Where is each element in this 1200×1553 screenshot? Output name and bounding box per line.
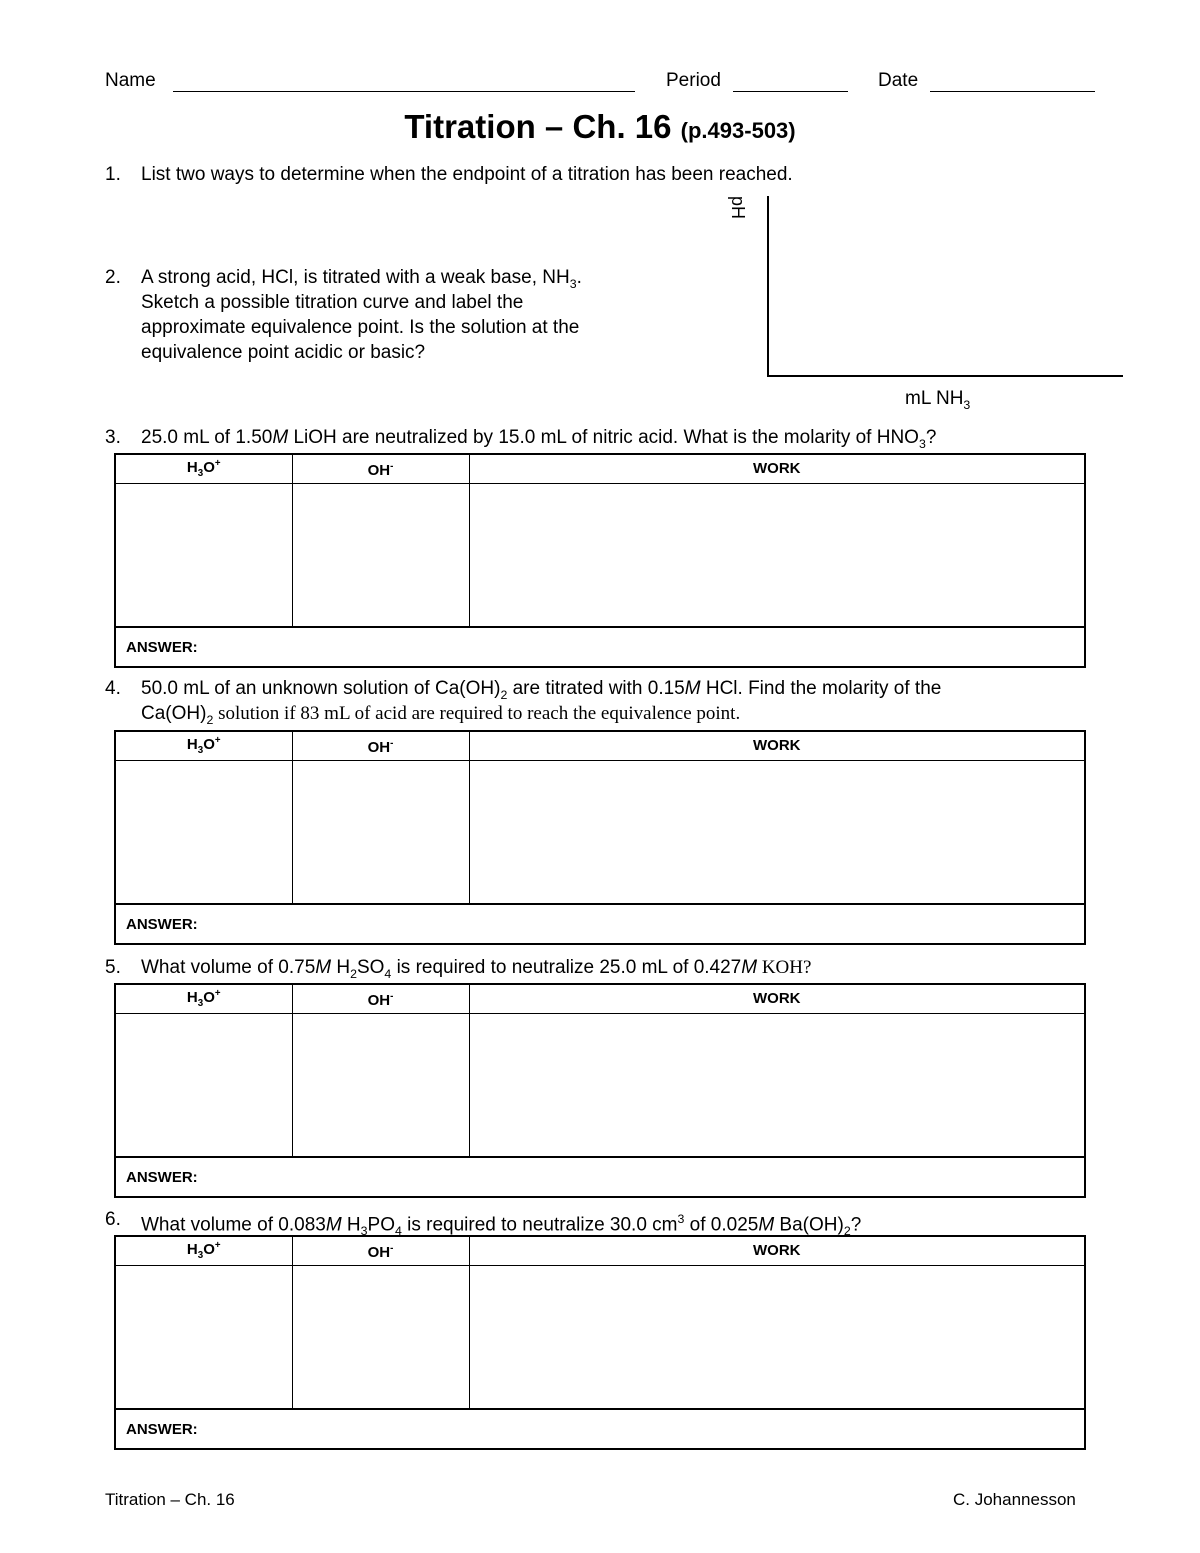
question-1 (105, 162, 1095, 188)
name-field[interactable] (173, 91, 635, 92)
page-title (0, 108, 1200, 146)
question-number: 4. (105, 678, 121, 699)
answer-cell[interactable]: ANSWER: (115, 904, 1085, 944)
h3o-cell[interactable] (115, 484, 292, 628)
column-h3o: $H_3O^+$ (115, 1236, 292, 1266)
question-text: A strong acid, HCl, is titrated with a weak base, $NH_3$. (141, 267, 582, 291)
column-h3o: $H_3O^+$ (115, 731, 292, 761)
column-oh: OH- (292, 454, 469, 484)
period-field[interactable] (733, 91, 848, 92)
x-axis (767, 375, 1123, 377)
work-cell[interactable] (469, 1014, 1085, 1158)
date-label: Date (878, 70, 919, 91)
work-cell[interactable] (469, 484, 1085, 628)
question-number: 1. (105, 164, 121, 185)
oh-cell[interactable] (292, 761, 469, 905)
y-axis (767, 196, 769, 377)
header-fields (105, 70, 1100, 96)
question-text: 50.0 mL of an unknown solution of $Ca(OH)_2$ are titrated with 0.15M HCl. Find the molarity of the (141, 678, 942, 702)
title-main: Titration – Ch. 16 (404, 108, 672, 145)
question-text: 25.0 mL of 1.50M LiOH are neutralized by 15.0 mL of nitric acid. What is the molarity of $HNO_3$? (141, 427, 937, 451)
answer-cell[interactable]: ANSWER: (115, 627, 1085, 667)
h3o-cell[interactable] (115, 761, 292, 905)
y-axis-label: pH (728, 196, 748, 220)
work-cell[interactable] (469, 761, 1085, 905)
footer-left: Titration – Ch. 16 (105, 1490, 235, 1509)
work-cell[interactable] (469, 1266, 1085, 1410)
column-work: WORK (469, 1236, 1085, 1266)
column-work: WORK (469, 454, 1085, 484)
column-work: WORK (469, 731, 1085, 761)
answer-cell[interactable]: ANSWER: (115, 1409, 1085, 1449)
work-table-q4 (114, 730, 1086, 945)
column-oh: OH- (292, 1236, 469, 1266)
h3o-cell[interactable] (115, 1014, 292, 1158)
column-h3o: $H_3O^+$ (115, 984, 292, 1014)
column-oh: OH- (292, 984, 469, 1014)
work-table-q6 (114, 1235, 1086, 1450)
column-h3o: $H_3O^+$ (115, 454, 292, 484)
question-4 (105, 676, 1095, 728)
question-6 (105, 1207, 1095, 1239)
date-field[interactable] (930, 91, 1095, 92)
column-work: WORK (469, 984, 1085, 1014)
question-text: What volume of 0.083M $H_3PO_4$ is required to neutralize 30.0 $cm^3$ of 0.025M $Ba(OH)_2$? (141, 1212, 862, 1239)
question-3 (105, 425, 1095, 451)
question-2 (105, 265, 705, 365)
question-text-line: $Ca(OH)_2$ solution if 83 mL of acid are required to reach the equivalence point. (141, 703, 741, 727)
question-5 (105, 955, 1095, 981)
question-text-line: equivalence point acidic or basic? (141, 342, 426, 363)
title-pages: (p.493-503) (680, 118, 796, 143)
column-oh: OH- (292, 731, 469, 761)
question-text-line: approximate equivalence point. Is the solution at the (141, 317, 580, 338)
question-number: 3. (105, 427, 121, 448)
footer-right: C. Johannesson (953, 1490, 1076, 1509)
question-number: 2. (105, 267, 121, 288)
question-number: 5. (105, 957, 121, 978)
name-label: Name (105, 70, 156, 91)
period-label: Period (666, 70, 721, 91)
question-text: List two ways to determine when the endpoint of a titration has been reached. (141, 164, 793, 185)
answer-cell[interactable]: ANSWER: (115, 1157, 1085, 1197)
work-table-q3 (114, 453, 1086, 668)
question-number: 6. (105, 1209, 121, 1230)
oh-cell[interactable] (292, 484, 469, 628)
question-text: What volume of 0.75M $H_2SO_4$ is required to neutralize 25.0 mL of 0.427M KOH? (141, 957, 812, 981)
work-table-q5 (114, 983, 1086, 1198)
x-axis-label: mL $NH_3$ (905, 388, 971, 412)
question-text-line: Sketch a possible titration curve and label the (141, 292, 524, 313)
oh-cell[interactable] (292, 1266, 469, 1410)
h3o-cell[interactable] (115, 1266, 292, 1410)
oh-cell[interactable] (292, 1014, 469, 1158)
